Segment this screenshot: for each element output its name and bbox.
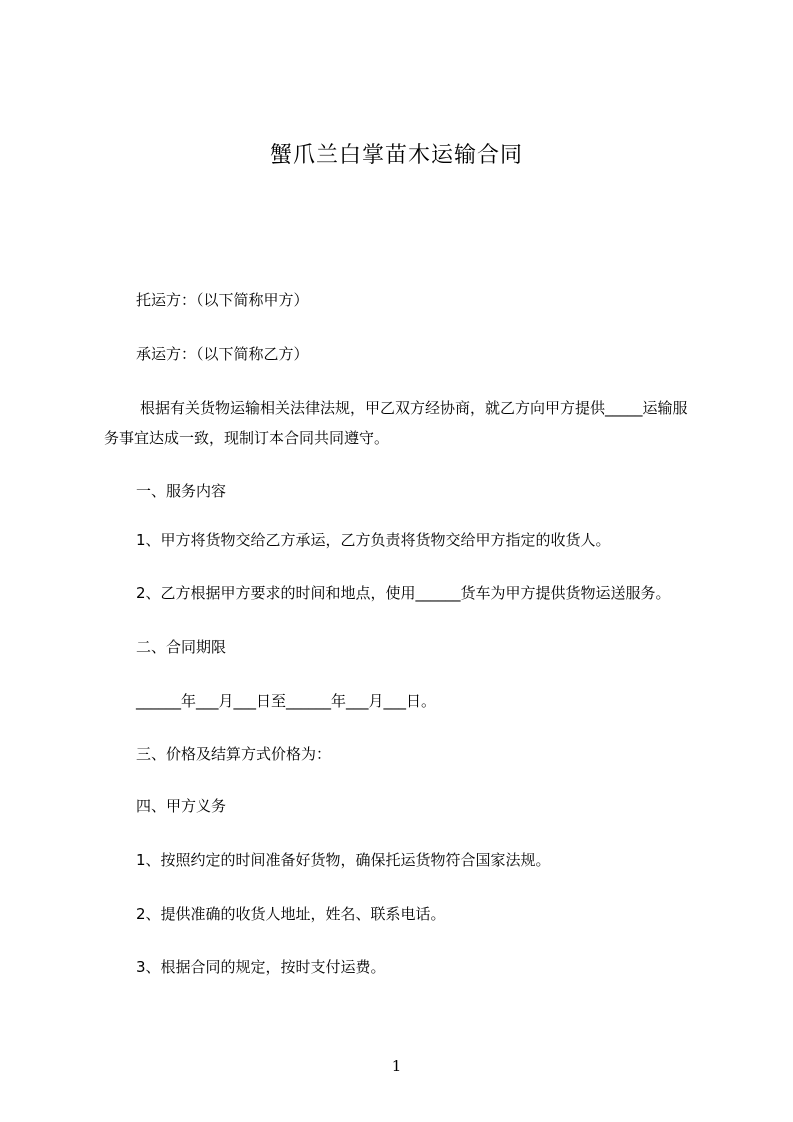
section-heading-term: 二、合同期限 <box>136 638 227 656</box>
section-heading-party-a-obligations: 四、甲方义务 <box>136 797 227 815</box>
clause-term-dates: ______年___月___日至______年___月___日。 <box>136 692 437 710</box>
document-title: 蟹爪兰白掌苗木运输合同 <box>269 143 523 168</box>
section-heading-service: 一、服务内容 <box>136 482 227 500</box>
paragraph-carrier: 承运方：（以下简称乙方） <box>136 345 309 363</box>
section-heading-price: 三、价格及结算方式价格为： <box>136 745 332 763</box>
clause-obligation-2: 2、提供准确的收货人地址，姓名、联系电话。 <box>136 905 446 923</box>
paragraph-consignor: 托运方：（以下简称甲方） <box>136 291 309 309</box>
paragraph-preamble: 根据有关货物运输相关法律法规，甲乙双方经协商，就乙方向甲方提供_____运输服务事宜达成一致，现制订本合同共同遵守。 <box>104 399 688 447</box>
clause-service-2: 2、乙方根据甲方要求的时间和地点，使用______货车为甲方提供货物运送服务。 <box>136 584 671 602</box>
clause-obligation-1: 1、按照约定的时间准备好货物，确保托运货物符合国家法规。 <box>136 851 551 869</box>
page-number: 1 <box>391 1057 402 1075</box>
clause-service-1: 1、甲方将货物交给乙方承运，乙方负责将货物交给甲方指定的收货人。 <box>136 531 611 549</box>
clause-obligation-3: 3、根据合同的规定，按时支付运费。 <box>136 958 386 976</box>
